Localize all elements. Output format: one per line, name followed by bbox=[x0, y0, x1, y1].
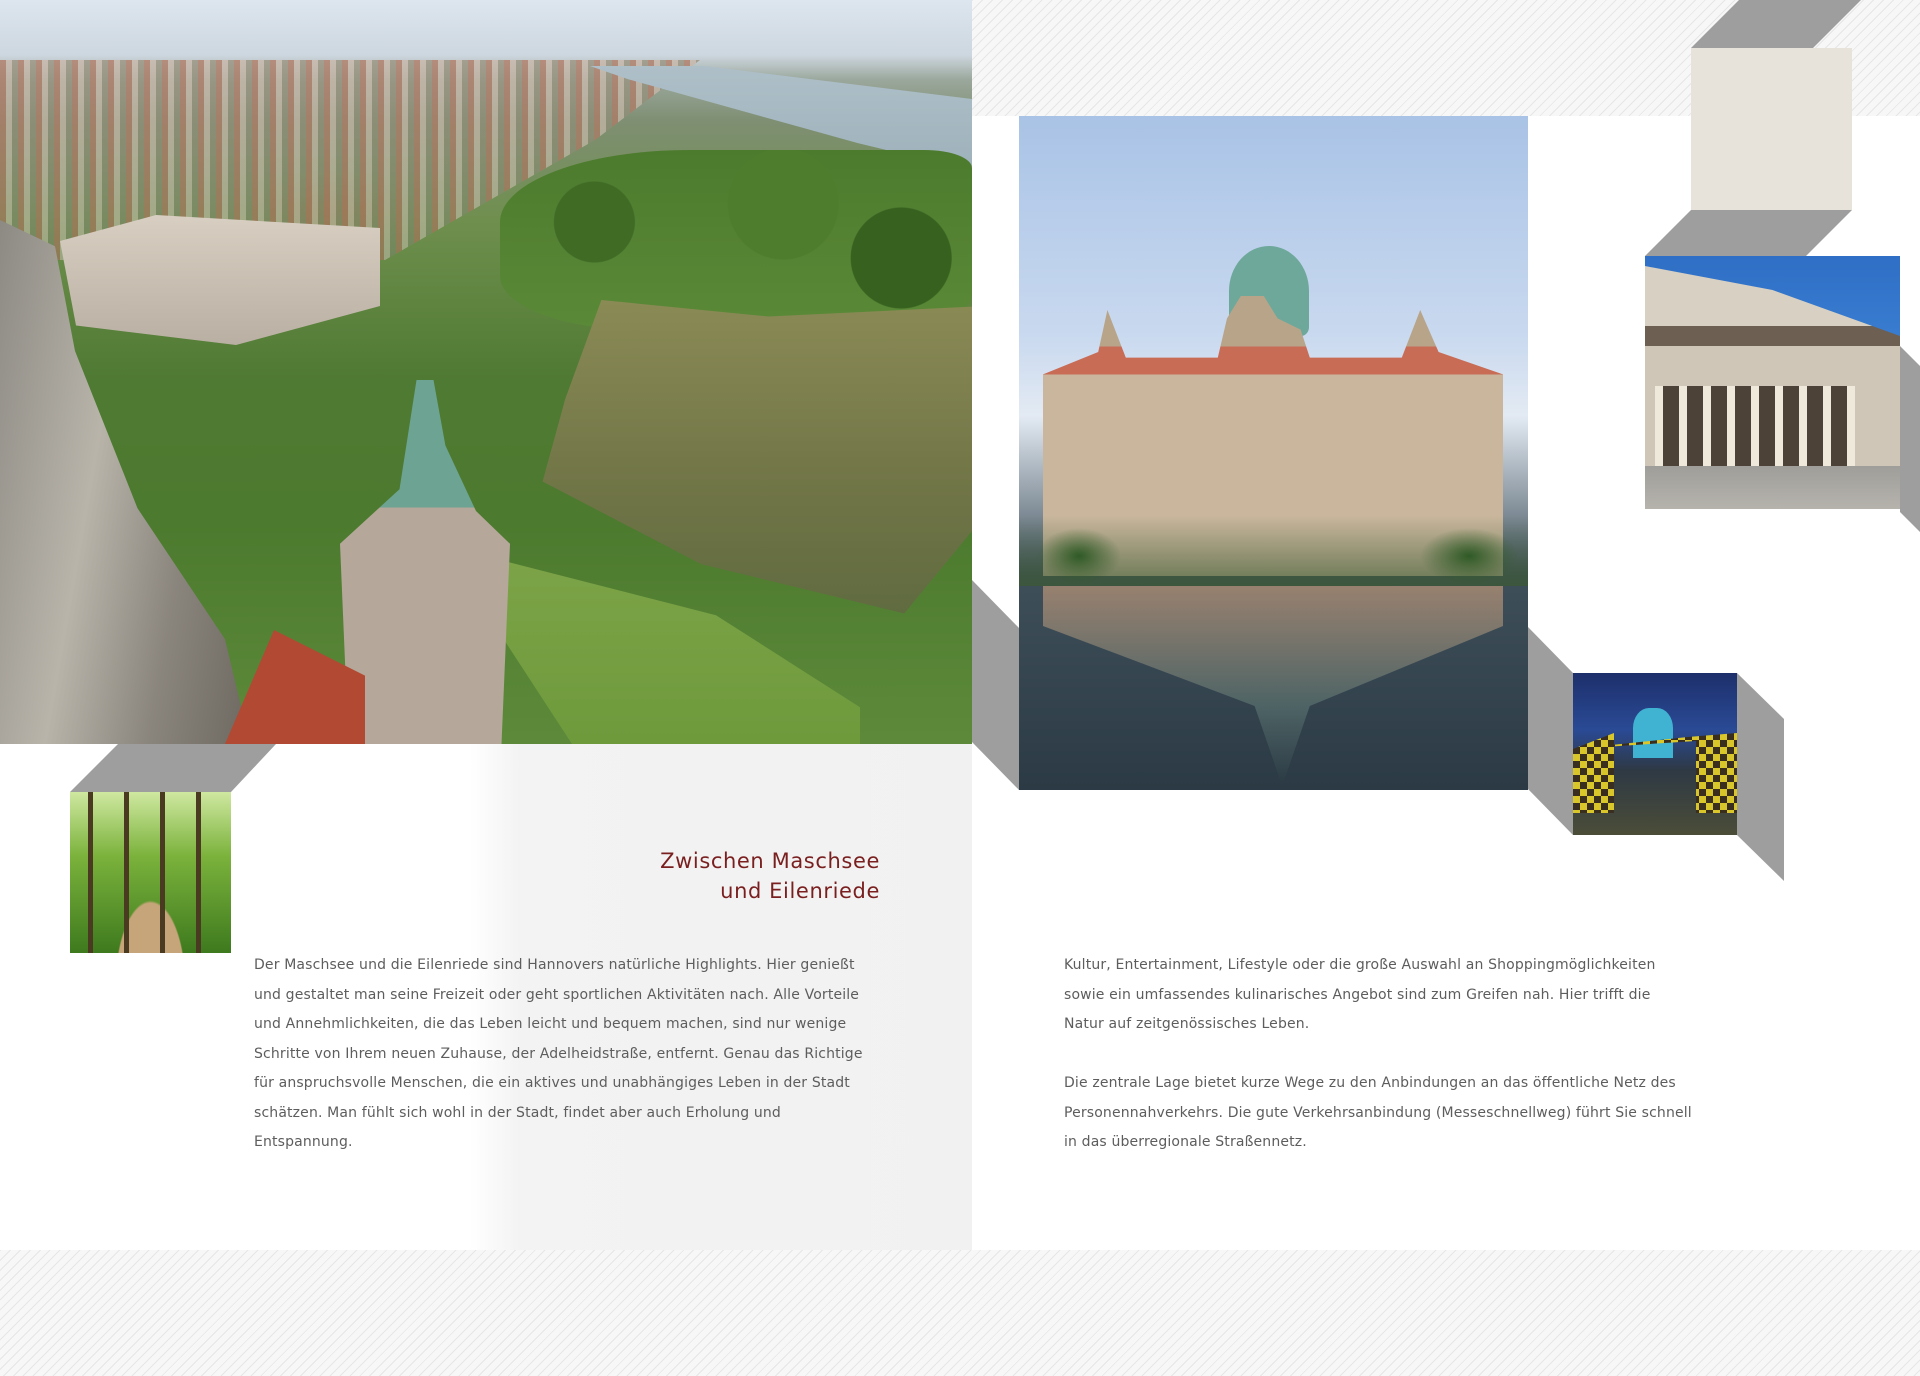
opera-columns bbox=[1655, 386, 1855, 466]
aerial-tower bbox=[340, 380, 510, 744]
aerial-pond bbox=[520, 300, 972, 630]
town-hall-reflection-photo bbox=[1019, 116, 1528, 790]
opera-frame-right bbox=[1900, 346, 1920, 532]
right-body-paragraph-1: Kultur, Entertainment, Lifestyle oder die große Auswahl an Shoppingmöglichkeiten sowie ein umfassendes kulinarisches Angebot sind zum Greifen nah. Hier trifft die Natur auf zeitgenössisches Leben. bbox=[1064, 957, 1656, 1032]
right-body-paragraph-2: Die zentrale Lage bietet kurze Wege zu den Anbindungen an das öffentliche Netz des Personennahverkehrs. Die gute Verkehrsanbindung (Messeschnellweg) führt Sie schnell in das überregionale Straßennetz. bbox=[1064, 1075, 1692, 1150]
aerial-city-park-photo bbox=[0, 0, 972, 744]
heading-line-1: Zwischen Maschsee bbox=[660, 849, 880, 873]
opera-house-photo bbox=[1645, 256, 1900, 509]
night-glass-tower bbox=[1633, 708, 1673, 758]
cube-beige-face bbox=[1691, 48, 1852, 210]
aerial-red-roof bbox=[225, 630, 365, 744]
townhall-reflection bbox=[1043, 586, 1503, 786]
hatch-band-bottom bbox=[0, 1250, 1920, 1376]
heading-line-2: und Eilenriede bbox=[720, 879, 880, 903]
forest-path-photo bbox=[70, 792, 231, 953]
aerial-museum-building bbox=[60, 215, 380, 345]
aerial-park-trees bbox=[500, 150, 972, 330]
section-heading bbox=[560, 846, 880, 906]
left-body-paragraph: Der Maschsee und die Eilenriede sind Hannovers natürliche Highlights. Hier genießt und gestaltet man seine Freizeit oder geht sportlichen Aktivitäten nach. Alle Vorteile und Annehmlichkeiten, die das Leben leicht und bequem machen, sind nur wenige Schritte von Ihrem neuen Zuhause, der Adelheidstraße, entfernt. Genau das Richtige für anspruchsvolle Menschen, die ein aktives und unabhängiges Leben in der Stadt schätzen. Man fühlt sich wohl in der Stadt, findet aber auch Erholung und Entspannung. bbox=[254, 957, 863, 1150]
townhall-trees bbox=[1019, 516, 1528, 586]
night-street-photo bbox=[1573, 673, 1737, 835]
